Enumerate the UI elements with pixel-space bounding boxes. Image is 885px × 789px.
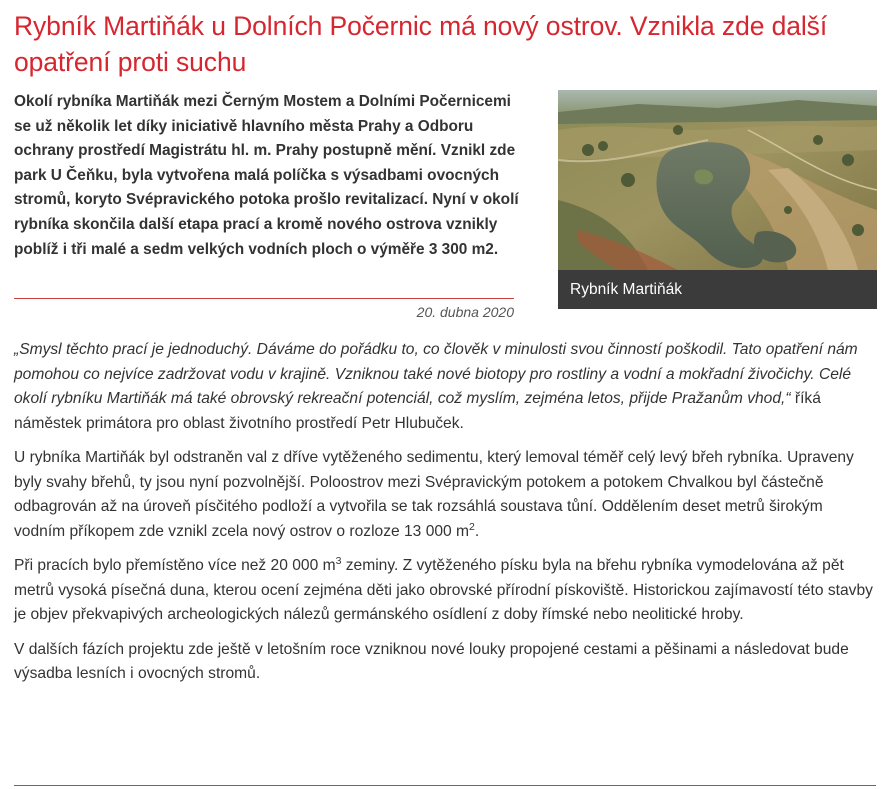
lead-paragraph <box>14 90 529 262</box>
publish-date: 20. dubna 2020 <box>416 304 514 320</box>
lead-text: Okolí rybníka Martiňák mezi Černým Mostem a Dolními Počernicemi se už několik let díky iniciativě hlavního města Prahy a Odboru ochrany prostředí Magistrátu hl. m. Prahy postupně mění. Vznikl zde park U Čeňku, byla vytvořena malá políčka s výsadbami ovocných stromů, koryto Svépravického potoka prošlo revitalizací. Nyní v okolí rybníka skončila další etapa prací a kromě nového ostrova vznikly poblíž i tři malé a sedm velkých vodních ploch o výměře 3 300 m2. <box>14 93 519 258</box>
paragraph-island-text: U rybníka Martiňák byl odstraněn val z dříve vytěženého sedimentu, který lemoval téměř celý levý břeh rybníka. Upraveny byly svahy břehů, ty jsou nyní pozvolnější. Poloostrov mezi Svépravickým potokem a potokem Chvalkou byl částečně odbagrován až na úroveň písčitého podloží a vytvořila se tak rozsáhlá soustava tůní. Oddělením deset metrů širokým vodním příkopem zde vznikl zcela nový ostrov o rozloze 13 000 m <box>14 449 854 540</box>
bottom-divider <box>14 785 876 786</box>
article-body <box>14 338 876 687</box>
superscript-3: 3 <box>335 555 342 567</box>
article-title: Rybník Martiňák u Dolních Počernic má nový ostrov. Vznikla zde další opatření proti suchu <box>14 11 828 77</box>
lead-divider <box>14 298 514 299</box>
quote-attribution: říká náměstek primátora pro oblast životního prostředí Petr Hlubuček. <box>14 390 821 432</box>
paragraph-soil-rest: zeminy. Z vytěženého písku byla na břehu rybníka vymodelována až pět metrů vysoká písečná duna, kterou ocení zejména děti jako obrovské přírodní pískoviště. Historickou zajímavostí této stavby je objev překvapivých archeologických nálezů germánského osídlení z doby římské nebo neolitické hroby. <box>14 557 873 623</box>
paragraph-soil-text: Při pracích bylo přemístěno více než 20 000 m <box>14 557 336 574</box>
article <box>14 0 876 697</box>
paragraph-next-phase: V dalších fázích projektu zde ještě v letošním roce vzniknou nové louky propojené cestami a pěšinami a následovat bude výsadba lesních i ovocných stromů. <box>14 640 849 682</box>
superscript-2: 2 <box>469 520 475 533</box>
paragraph-quote <box>14 338 876 436</box>
photo-figure[interactable] <box>558 90 877 309</box>
aerial-pond-photo[interactable] <box>558 90 877 270</box>
paragraph-island-end: . <box>474 522 480 540</box>
lead-section <box>14 90 876 328</box>
paragraph-island <box>14 446 876 544</box>
quote-text: „Smysl těchto prací je jednoduchý. Dáváme do pořádku to, co člověk v minulosti svou činností poškodil. Tato opatření nám pomohou co nejvíce zadržovat vodu v krajině. Vzniknou také nové biotopy pro rostliny a vodní a mokřadní živočichy. Celé okolí rybníku Martiňák má také obrovský rekreační potenciál, což myslím, zejména letos, přijde Pražanům vhod,“ <box>14 341 858 407</box>
photo-caption: Rybník Martiňák <box>558 270 877 309</box>
paragraph-soil <box>14 554 876 628</box>
